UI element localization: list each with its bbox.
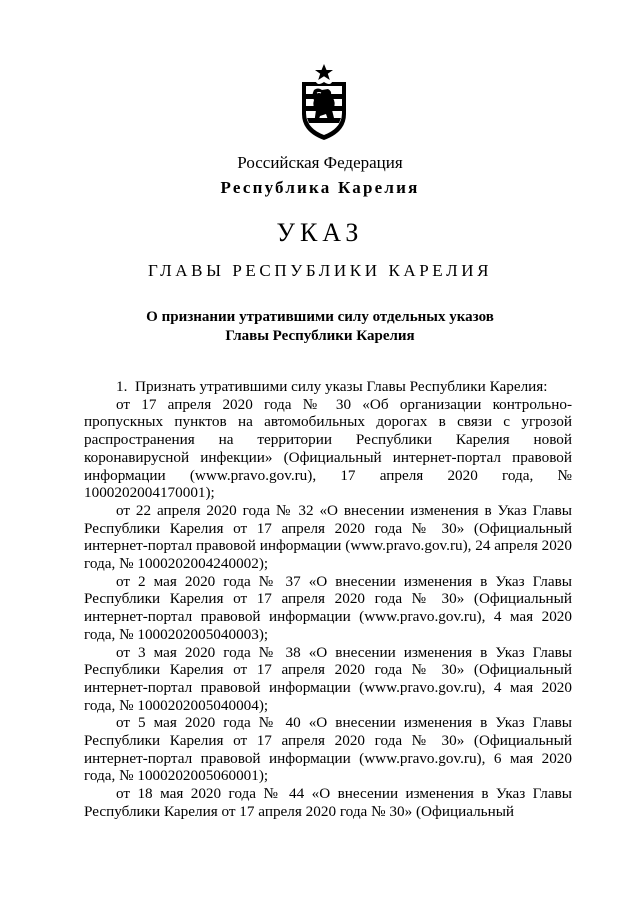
repealed-decree-item: от 18 мая 2020 года № 44 «О внесении изменения в Указ Главы Республики Карелия от 17 апреля 2020 года № 30» (Официальный <box>84 785 572 820</box>
repealed-decree-item: от 22 апреля 2020 года № 32 «О внесении изменения в Указ Главы Республики Карелия от 17 апреля 2020 года № 30» (Официальный интернет-портал правовой информации (www.pravo.gov.ru), 24 апреля 2020 года, № 1000202004240002); <box>84 501 572 573</box>
repealed-decree-item: от 3 мая 2020 года № 38 «О внесении изменения в Указ Главы Республики Карелия от 17 апреля 2020 года № 30» (Официальный интернет-портал правовой информации (www.pravo.gov.ru), 4 мая 2020 года, № 1000202005040004); <box>84 643 572 714</box>
subject-line: Главы Республики Карелия <box>225 328 415 344</box>
repealed-decree-item: от 2 мая 2020 года № 37 «О внесении изменения в Указ Главы Республики Карелия от 17 апреля 2020 года № 30» (Официальный интернет-портал правовой информации (www.pravo.gov.ru), 4 мая 2020 года, № 1000202005040003); <box>84 572 572 643</box>
document-type: УКАЗ <box>276 218 364 247</box>
karelia-coat-of-arms-icon <box>298 62 350 142</box>
country-name: Российская Федерация <box>237 153 403 172</box>
subject-line: О признании утратившими силу отдельных указов <box>146 309 494 325</box>
document-body <box>84 378 572 821</box>
repealed-decree-item: от 17 апреля 2020 года № 30 «Об организации контрольно-пропускных пунктов на автомобильных дорогах в связи с угрозой распространения на территории Республики Карелия новой коронавирусной инфекции» (Официальный интернет-портал правовой информации (www.pravo.gov.ru), 17 апреля 2020 года, № 1000202004170001); <box>84 395 572 502</box>
clause-1: 1. Признать утратившими силу указы Главы Республики Карелия: <box>116 378 548 395</box>
document-issuer: ГЛАВЫ РЕСПУБЛИКИ КАРЕЛИЯ <box>147 261 493 280</box>
repealed-decree-item: от 5 мая 2020 года № 40 «О внесении изменения в Указ Главы Республики Карелия от 17 апреля 2020 года № 30» (Официальный интернет-портал правовой информации (www.pravo.gov.ru), 6 мая 2020 года, № 1000202005060001); <box>84 714 572 785</box>
document-subject <box>0 308 640 346</box>
republic-name: Республика Карелия <box>220 178 420 197</box>
